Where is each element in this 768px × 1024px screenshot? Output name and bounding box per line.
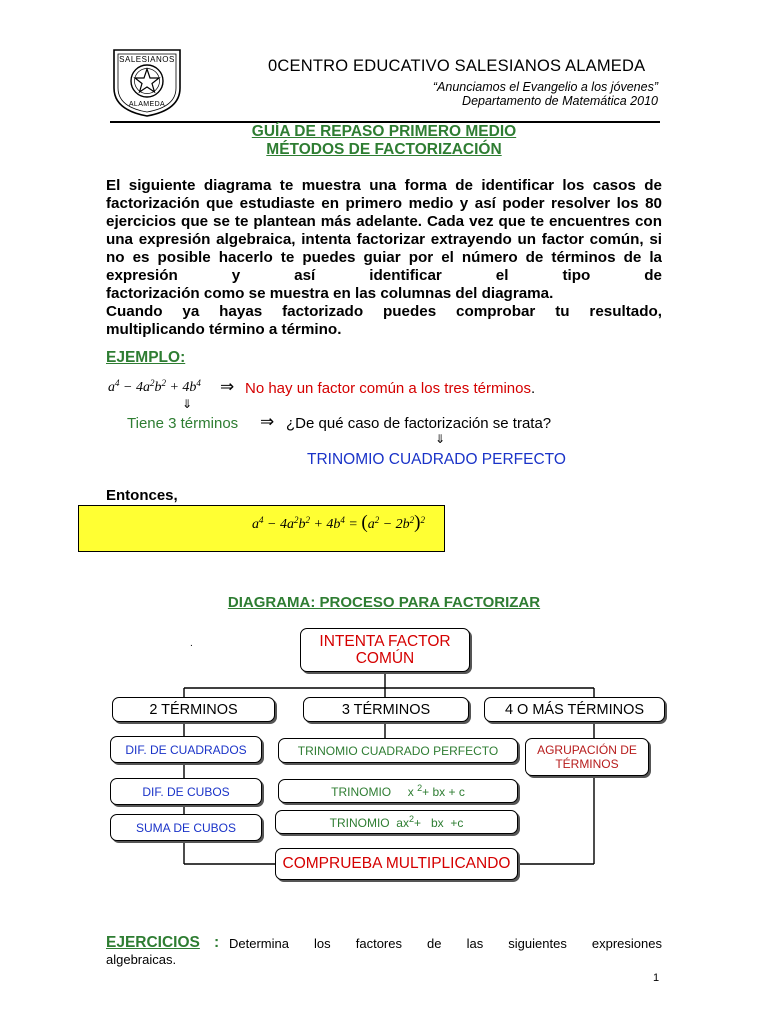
- check-by-multiplying-label: COMPRUEBA MULTIPLICANDO: [282, 855, 511, 872]
- trinomial-ax2-rest: + bx +c: [414, 816, 464, 830]
- grouping-line2: TÉRMINOS: [555, 757, 619, 771]
- three-terms-box: [303, 697, 469, 722]
- grouping-line1: AGRUPACIÓN DE: [537, 743, 637, 757]
- trinomial-ax2-label: TRINOMIO: [329, 816, 390, 830]
- down-arrow: ⇓: [182, 397, 193, 411]
- school-name: 0CENTRO EDUCATIVO SALESIANOS ALAMEDA: [268, 57, 646, 75]
- trinomial-x2-box: [278, 779, 518, 803]
- guide-title: GUÍA DE REPASO PRIMERO MEDIO: [251, 123, 517, 140]
- guide-subtitle: MÉTODOS DE FACTORIZACIÓN: [266, 141, 502, 158]
- three-terms-note: Tiene 3 términos: [127, 415, 239, 432]
- sum-of-cubes-box: [110, 814, 262, 841]
- exercises-instruction-last-line: algebraicas.: [106, 952, 177, 967]
- try-common-factor-box: [300, 628, 470, 672]
- four-terms-label: 4 O MÁS TÉRMINOS: [504, 701, 645, 718]
- trinomial-x2-exponent: 2: [417, 783, 423, 793]
- implies-arrow: ⇒: [220, 377, 235, 396]
- no-common-factor-text: No hay un factor común a los tres términos: [245, 380, 531, 397]
- no-common-factor-period: .: [530, 380, 536, 397]
- sum-of-cubes-label: SUMA DE CUBOS: [135, 820, 237, 835]
- diagram-title: DIAGRAMA: PROCESO PARA FACTORIZAR: [227, 594, 541, 611]
- exercises-colon: :: [214, 934, 220, 951]
- difference-of-cubes-label: DIF. DE CUBOS: [142, 784, 230, 799]
- difference-of-squares-box: [110, 736, 262, 763]
- try-common-factor-line1: INTENTA FACTOR: [319, 633, 451, 650]
- school-logo: [108, 46, 186, 118]
- page-number: 1: [653, 972, 660, 984]
- three-terms-label: 3 TÉRMINOS: [341, 701, 431, 718]
- implies-arrow-2: ⇒: [260, 412, 275, 431]
- trinomial-x2-label: TRINOMIO: [331, 785, 392, 799]
- grouping-box: [525, 738, 649, 776]
- result-formula: $a^4 - 4a^2b^2 + 4b^4 = (a^2 - 2b^2)^2$: [252, 512, 425, 533]
- trinomial-x2-x: x: [407, 785, 414, 799]
- logo-text-top: SALESIANOS: [119, 55, 175, 64]
- check-by-multiplying-box: [275, 848, 518, 880]
- logo-text-bottom: ALAMEDA: [128, 101, 166, 108]
- two-terms-box: [112, 697, 275, 722]
- then-label: Entonces,: [106, 487, 178, 504]
- intro-paragraph: El siguiente diagrama te muestra una forma de identificar los casos de factorización que estudiaste en primero medio y así poder resolver los 80 ejercicios que se te plantean más adelante. Cada vez que te encuentres con una expresión algebraica, intenta factorizar extrayendo un factor común, si no es posible hacerlo te puedes guiar por el número de términos de la expresión y así identificar el tipo de: [106, 177, 662, 284]
- difference-of-cubes-box: [110, 778, 262, 805]
- trinomial-ax2-exponent: 2: [408, 814, 414, 824]
- school-motto: “Anunciamos el Evangelio a los jóvenes”: [432, 80, 658, 94]
- intro-paragraph-last-line: factorización como se muestra en las columnas del diagrama.: [106, 285, 554, 302]
- perfect-square-trinomial-label: TRINOMIO CUADRADO PERFECTO: [297, 743, 499, 758]
- which-case-question: ¿De qué caso de factorización se trata?: [286, 415, 552, 432]
- department-line: Departamento de Matemática 2010: [462, 94, 658, 108]
- two-terms-label: 2 TÉRMINOS: [149, 701, 238, 718]
- exercises-heading: EJERCICIOS: [106, 934, 200, 951]
- check-paragraph-last-line: multiplicando término a término.: [106, 321, 342, 338]
- perfect-square-trinomial-box: [278, 738, 518, 763]
- four-terms-box: [484, 697, 665, 722]
- check-paragraph: Cuando ya hayas factorizado puedes comprobar tu resultado,: [106, 303, 662, 320]
- stray-mark: .: [190, 638, 193, 649]
- trinomial-ax2-ax: ax: [396, 816, 409, 830]
- difference-of-squares-label: DIF. DE CUADRADOS: [125, 742, 247, 757]
- no-common-factor-note: [245, 380, 535, 397]
- try-common-factor-line2: COMÚN: [355, 650, 415, 667]
- trinomial-ax2-box: [275, 810, 518, 834]
- down-arrow-2: ⇓: [435, 432, 446, 446]
- case-answer: TRINOMIO CUADRADO PERFECTO: [307, 451, 566, 468]
- example-heading: EJEMPLO:: [106, 349, 186, 366]
- trinomial-x2-rest: + bx + c: [422, 785, 465, 799]
- exercises-instruction: Determina los factores de las siguientes expresiones: [229, 936, 662, 951]
- example-expression: $a^4 - 4a^2b^2 + 4b^4$: [108, 378, 201, 395]
